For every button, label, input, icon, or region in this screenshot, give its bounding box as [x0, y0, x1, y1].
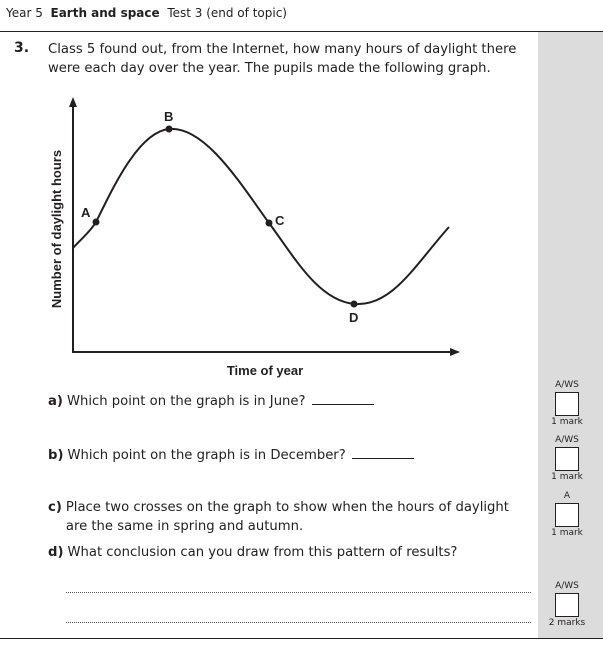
- part-d-text: What conclusion can you draw from this pattern of results?: [67, 545, 458, 560]
- point-a: [93, 219, 100, 226]
- answer-line-1[interactable]: [66, 592, 531, 593]
- mark-box-c: [538, 491, 596, 538]
- mark-input-box[interactable]: [555, 503, 579, 527]
- part-c: [48, 498, 530, 536]
- series-line-daylight: [73, 129, 449, 304]
- point-d: [351, 301, 358, 308]
- y-axis-arrow: [69, 97, 77, 107]
- part-a-label: a): [48, 394, 63, 409]
- y-axis-label: Number of daylight hours: [49, 149, 64, 309]
- mark-box-d: [538, 581, 596, 628]
- mark-input-box[interactable]: [555, 392, 579, 416]
- header-topic: Earth and space: [50, 6, 160, 20]
- part-d-label: d): [48, 545, 64, 560]
- point-label-d: D: [349, 310, 359, 325]
- question-intro: Class 5 found out, from the Internet, how many hours of daylight there were each day over the year. The pupils made the following graph.: [48, 42, 517, 76]
- part-a-answer-blank[interactable]: [312, 392, 374, 405]
- bottom-divider: [0, 638, 603, 639]
- point-b: [166, 126, 173, 133]
- mark-box-b: [538, 435, 596, 482]
- header-test: Test 3 (end of topic): [167, 6, 287, 20]
- mark-value: 1 mark: [551, 472, 583, 482]
- mark-input-box[interactable]: [555, 593, 579, 617]
- part-a: [48, 392, 374, 411]
- mark-value: 1 mark: [551, 528, 583, 538]
- part-d: [48, 543, 457, 562]
- point-label-b: B: [164, 109, 174, 124]
- point-label-c: C: [275, 213, 285, 228]
- point-c: [266, 220, 273, 227]
- mark-input-box[interactable]: [555, 447, 579, 471]
- mark-code: A/WS: [555, 380, 579, 390]
- mark-code: A: [563, 491, 571, 501]
- question-number: 3.: [14, 40, 30, 56]
- part-c-label: c): [48, 500, 62, 515]
- x-axis-arrow: [450, 348, 460, 356]
- header-year: Year 5: [6, 6, 43, 20]
- mark-value: 2 marks: [548, 618, 586, 628]
- answer-line-2[interactable]: [66, 622, 531, 623]
- mark-code: A/WS: [555, 435, 579, 445]
- x-axis-label: Time of year: [226, 363, 304, 378]
- mark-value: 1 mark: [551, 417, 583, 427]
- point-label-a: A: [81, 205, 91, 220]
- part-b-answer-blank[interactable]: [352, 446, 414, 459]
- mark-code: A/WS: [555, 581, 579, 591]
- part-b-label: b): [48, 448, 64, 463]
- part-b-text: Which point on the graph is in December?: [67, 448, 346, 463]
- part-c-text: Place two crosses on the graph to show when the hours of daylight are the same in spring and autumn.: [65, 500, 509, 534]
- part-a-text: Which point on the graph is in June?: [66, 394, 306, 409]
- part-b: [48, 446, 414, 465]
- mark-box-a: [538, 380, 596, 427]
